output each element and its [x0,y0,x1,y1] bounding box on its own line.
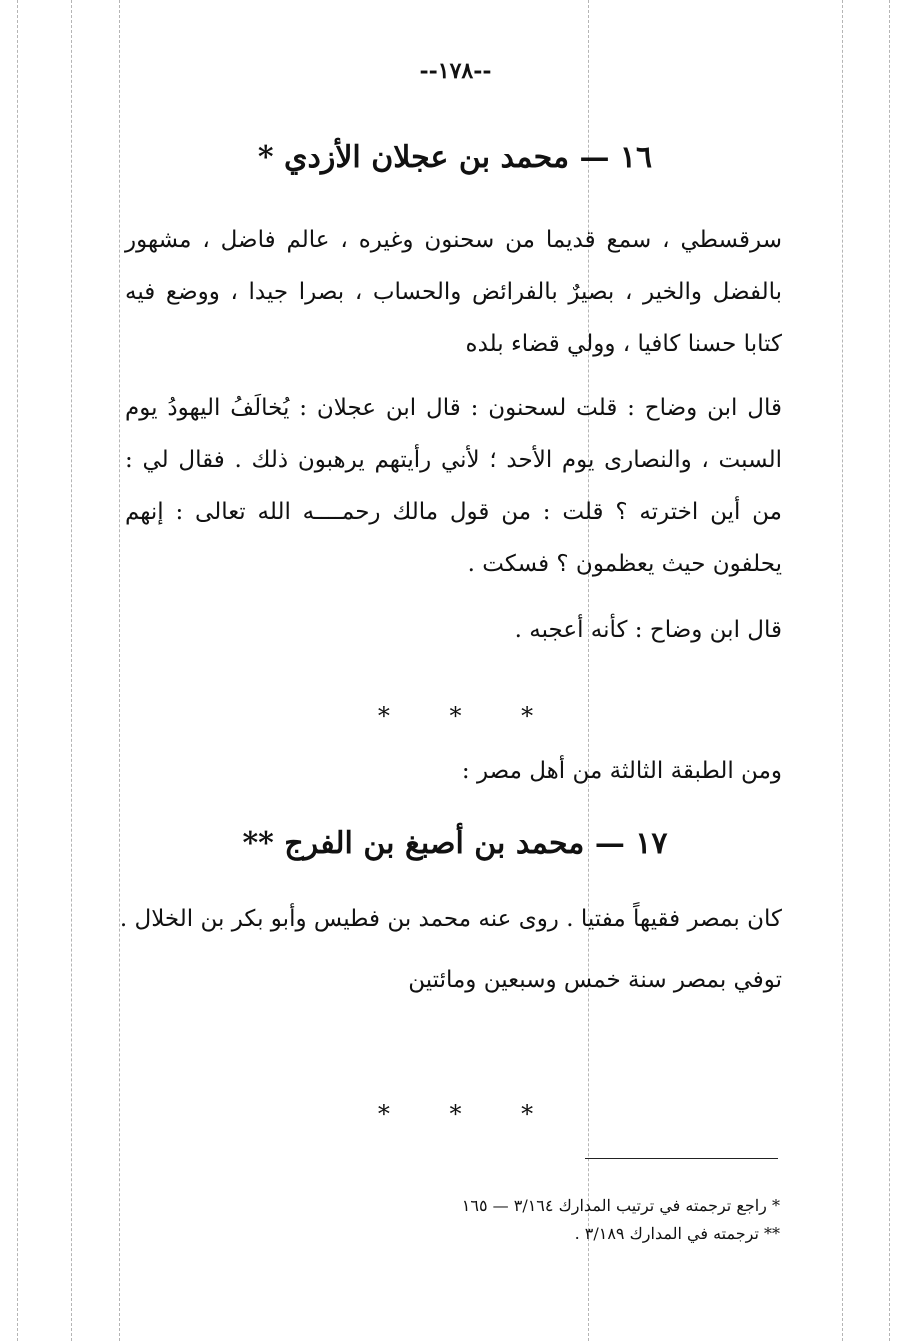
entry-16-heading: ١٦ — محمد بن عجلان الأزدي * [257,140,653,175]
scan-guide-line [17,0,18,1341]
page-number: --١٧٨-- [419,58,492,84]
entry-16-closing: قال ابن وضاح : كأنه أعجبه . [514,617,782,643]
scan-guide-line [588,0,589,1341]
footnote-2: ** ترجمته في المدارك ٣/١٨٩ . [574,1224,780,1243]
entry-17-line-2: توفي بمصر سنة خمس وسبعين ومائتين [408,967,782,993]
scan-guide-line [119,0,120,1341]
entry-17-line-1: كان بمصر فقيهاً مفتيا . روى عنه محمد بن فطيس وأبو بكر بن الخلال . [119,906,782,932]
section-separator: * * * [377,1100,560,1128]
entry-17-heading: ١٧ — محمد بن أصبغ بن الفرج ** [242,826,668,861]
entry-16-anecdote: قال ابن وضاح : قلت لسحنون : قال ابن عجلان : يُخالَفُ اليهودُ يوم السبت ، والنصارى يوم الأحد ؛ لأني رأيتهم يرهبون ذلك . فقال لي : من أين اخترته ؟ قلت : من قول مالك رحمــــه الله تعالى : إنهم يحلفون حيث يعظمون ؟ فسكت . [125,395,782,577]
footnote-1: * راجع ترجمته في ترتيب المدارك ٣/١٦٤ — ١٦٥ [461,1196,780,1215]
footnote-rule [585,1158,778,1159]
entry-16-biography: سرقسطي ، سمع قديما من سحنون وغيره ، عالم فاضل ، مشهور بالفضل والخير ، بصيرٌ بالفرائض والحساب ، بصرا جيدا ، ووضع فيه كتابا حسنا كافيا ، وولي قضاء بلده [125,227,782,357]
tabaqa-intro: ومن الطبقة الثالثة من أهل مصر : [461,758,782,784]
section-separator: * * * [377,702,560,730]
scan-guide-line [71,0,72,1341]
scan-guide-line [889,0,890,1341]
scan-guide-line [842,0,843,1341]
